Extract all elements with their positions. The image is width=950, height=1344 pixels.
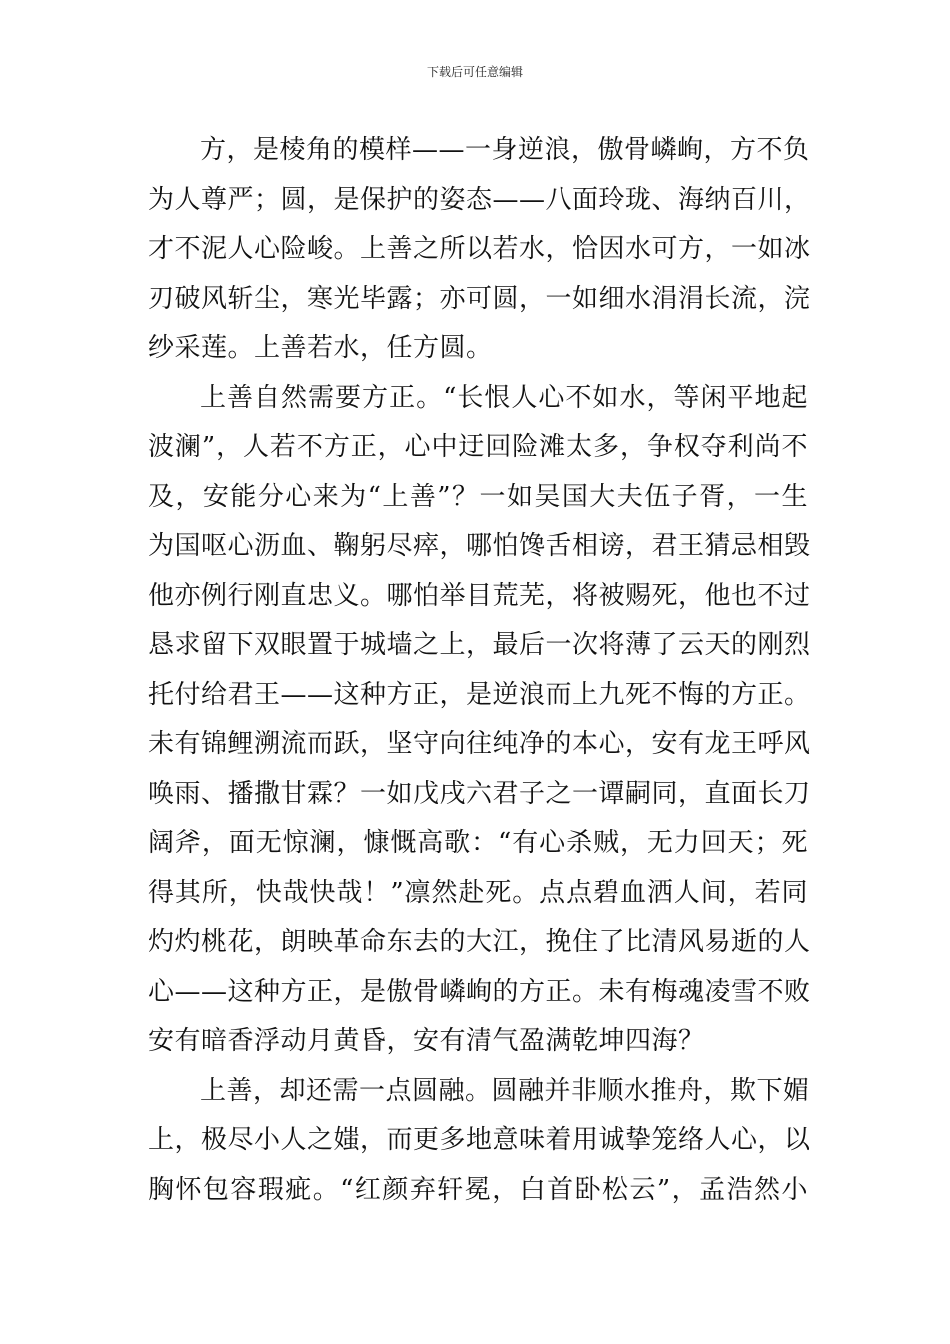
paragraph-2-line-6: 恳求留下双眼置于城墙之上，最后一次将薄了云天的刚烈	[148, 630, 811, 660]
paragraph-1-line-4: 刃破风斩尘，寒光毕露；亦可圆，一如细水涓涓长流，浣	[148, 283, 811, 314]
paragraph-2-line-1: 上善自然需要方正。“长恨人心不如水，等闲平地起	[200, 382, 808, 413]
paragraph-2-line-2: 波澜”，人若不方正，心中迂回险滩太多，争权夺利尚不	[148, 432, 808, 462]
paragraph-1-line-3: 才不泥人心险峻。上善之所以若水，恰因水可方，一如冰	[148, 234, 811, 264]
paragraph-2-line-7: 托付给君王——这种方正，是逆浪而上九死不悔的方正。	[148, 679, 811, 710]
paragraph-2-line-13: 心——这种方正，是傲骨嶙峋的方正。未有梅魂凌雪不败	[148, 976, 811, 1007]
paragraph-1-line-1: 方，是棱角的模样——一身逆浪，傲骨嶙峋，方不负	[200, 135, 810, 165]
essay-body	[148, 126, 811, 1215]
paragraph-3-line-3: 胸怀包容瑕疵。“红颜弃轩冕，白首卧松云”，孟浩然小	[148, 1174, 808, 1205]
paragraph-2-line-11: 得其所，快哉快哉！”凛然赴死。点点碧血洒人间，若同	[148, 877, 808, 908]
paragraph-2-line-10: 阔斧，面无惊澜，慷慨高歌：“有心杀贼，无力回天；死	[148, 828, 808, 858]
paragraph-2-line-14: 安有暗香浮动月黄昏，安有清气盈满乾坤四海？	[148, 1026, 705, 1056]
paragraph-2-line-8: 未有锦鲤溯流而跃，坚守向往纯净的本心，安有龙王呼风	[148, 729, 811, 759]
paragraph-2-line-12: 灼灼桃花，朗映革命东去的大江，挽住了比清风易逝的人	[148, 927, 811, 957]
page-header-note: 下载后可任意编辑	[426, 65, 523, 79]
paragraph-2-line-5: 他亦例行刚直忠义。哪怕举目荒芜，将被赐死，他也不过	[148, 580, 811, 611]
paragraph-1-line-2: 为人尊严；圆，是保护的姿态——八面玲珑、海纳百川，	[148, 184, 811, 215]
paragraph-2-line-3: 及，安能分心来为“上善”？一如吴国大夫伍子胥，一生	[148, 481, 808, 512]
paragraph-3-line-2: 上，极尽小人之媸，而更多地意味着用诚挚笼络人心，以	[148, 1125, 811, 1155]
paragraph-2-line-4: 为国呕心沥血、鞠躬尽瘁，哪怕馋舌相谤，君王猜忌相毁	[148, 531, 811, 561]
paragraph-2-line-9: 唤雨、播撒甘霖？一如戊戌六君子之一谭嗣同，直面长刀	[148, 778, 811, 809]
paragraph-1-line-5: 纱采莲。上善若水，任方圆。	[148, 333, 493, 363]
paragraph-3-line-1: 上善，却还需一点圆融。圆融并非顺水推舟，欺下媚	[200, 1075, 810, 1106]
